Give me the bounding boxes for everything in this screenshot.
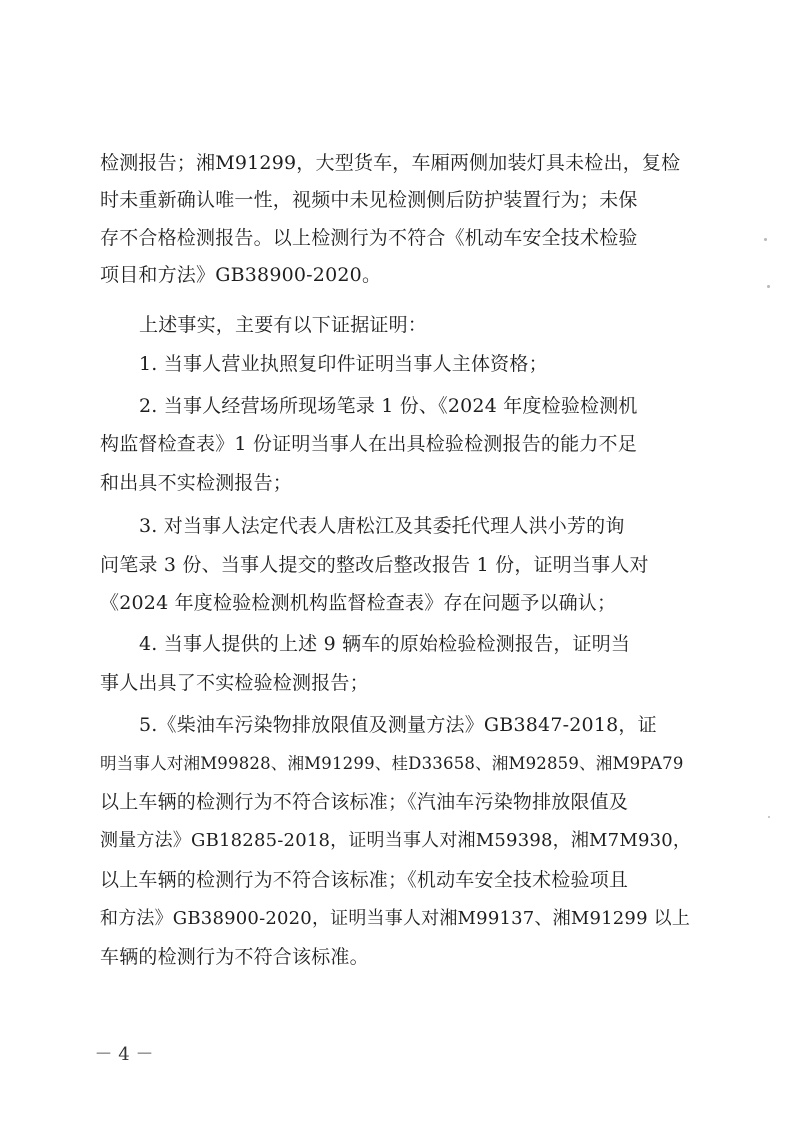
text-line-3: 存不合格检测报告。以上检测行为不符合《机动车安全技术检验 <box>100 227 638 249</box>
evidence-item-5-cont-3: 测量方法》GB18285-2018，证明当事人对湘M59398，湘M7M930， <box>100 830 692 851</box>
evidence-item-2-cont-2: 和出具不实检测报告； <box>100 472 293 494</box>
evidence-item-2: 2. 当事人经营场所现场笔录 1 份、《2024 年度检验检测机 <box>139 395 638 417</box>
evidence-item-3-cont-1: 问笔录 3 份、当事人提交的整改后整改报告 1 份，证明当事人对 <box>100 554 649 576</box>
scan-speck <box>768 816 770 818</box>
evidence-item-5: 5.《柴油车污染物排放限值及测量方法》GB3847-2018，证 <box>139 714 657 736</box>
evidence-item-2-cont-1: 构监督检查表》1 份证明当事人在出具检验检测报告的能力不足 <box>100 433 637 455</box>
evidence-intro: 上述事实，主要有以下证据证明： <box>139 314 428 336</box>
evidence-item-5-cont-4: 以上车辆的检测行为不符合该标准；《机动车安全技术检验项且 <box>100 869 629 891</box>
evidence-item-3: 3. 对当事人法定代表人唐松江及其委托代理人洪小芳的询 <box>139 515 625 537</box>
text-line-2: 时未重新确认唯一性，视频中未见检测侧后防护装置行为；未保 <box>100 189 638 211</box>
page-number: － 4 － <box>94 1044 154 1065</box>
scan-speck <box>767 285 770 288</box>
evidence-item-3-cont-2: 《2024 年度检验检测机构监督检查表》存在问题予以确认； <box>100 592 617 614</box>
evidence-item-4: 4. 当事人提供的上述 9 辆车的原始检验检测报告，证明当 <box>139 633 631 655</box>
evidence-item-5-cont-5: 和方法》GB38900-2020，证明当事人对湘M99137、湘M91299 以上 <box>100 908 691 929</box>
text-line-4: 项目和方法》GB38900-2020。 <box>100 264 382 286</box>
scan-speck <box>764 238 767 241</box>
evidence-item-1: 1. 当事人营业执照复印件证明当事人主体资格； <box>139 353 548 375</box>
text-line-1: 检测报告；湘M91299，大型货车，车厢两侧加装灯具未检出，复检 <box>100 152 681 174</box>
evidence-item-4-cont-1: 事人出具了不实检验检测报告； <box>100 672 369 694</box>
evidence-item-5-cont-2: 以上车辆的检测行为不符合该标准；《汽油车污染物排放限值及 <box>100 791 629 813</box>
evidence-item-5-cont-1: 明当事人对湘M99828、湘M91299、桂D33658、湘M92859、湘M9PA79 <box>100 754 684 773</box>
evidence-item-5-cont-6: 车辆的检测行为不符合该标准。 <box>100 946 369 968</box>
